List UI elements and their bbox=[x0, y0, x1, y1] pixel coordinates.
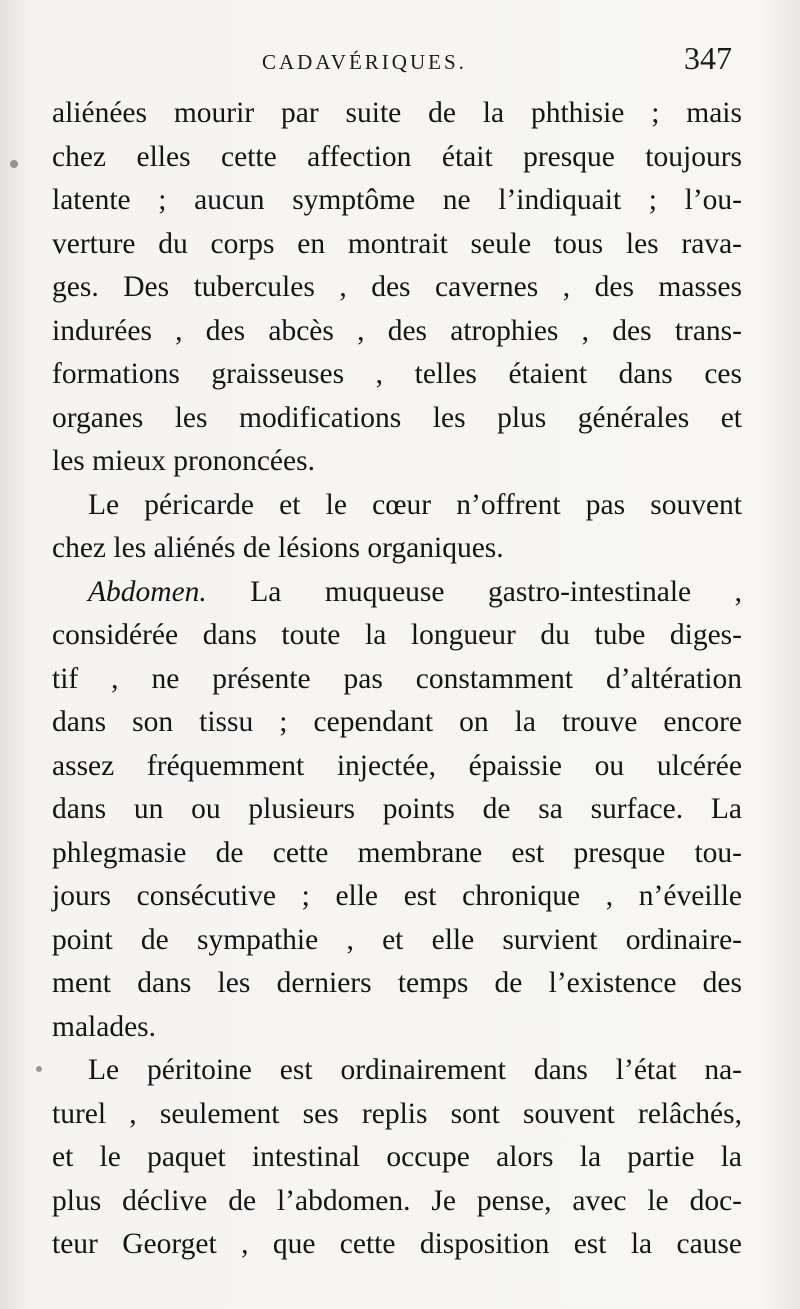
text-line: verture du corps en montrait seule tous les rava- bbox=[52, 227, 742, 260]
text-line: et le paquet intestinal occupe alors la partie la bbox=[52, 1141, 742, 1173]
text-line: indurées , des abcès , des atrophies , des trans- bbox=[52, 314, 742, 347]
text-line: point de sympathie , et elle survient ordinaire- bbox=[52, 923, 742, 956]
text-line: organes les modifications les plus générales et bbox=[52, 401, 742, 434]
text-line: ment dans les derniers temps de l’existence des bbox=[52, 967, 742, 999]
text-line: turel , seulement ses replis sont souvent relâchés, bbox=[52, 1097, 742, 1130]
text-line: ges. Des tubercules , des cavernes , des masses bbox=[52, 271, 742, 303]
ink-speck bbox=[36, 1066, 42, 1072]
paragraph-phthisis bbox=[52, 92, 742, 484]
running-title: CADAVÉRIQUES. bbox=[262, 50, 467, 74]
text-line: assez fréquemment injectée, épaissie ou ulcérée bbox=[52, 749, 742, 782]
text-line-remainder: La muqueuse gastro-intestinale , bbox=[206, 575, 742, 608]
text-line: les mieux prononcées. bbox=[52, 445, 315, 477]
text-line: formations graisseuses , telles étaient dans ces bbox=[52, 358, 742, 390]
body-text bbox=[52, 92, 742, 1267]
page-header bbox=[0, 40, 800, 88]
text-line: dans un ou plusieurs points de sa surface. La bbox=[52, 793, 742, 825]
text-line: chez les aliénés de lésions organiques. bbox=[52, 532, 504, 564]
text-line: aliénées mourir par suite de la phthisie ; mais bbox=[52, 97, 742, 129]
text-line: jours consécutive ; elle est chronique , n’éveille bbox=[52, 880, 742, 912]
section-heading-abdomen: Abdomen. bbox=[88, 575, 207, 608]
text-line: chez elles cette affection était presque toujours bbox=[52, 140, 742, 173]
ink-speck bbox=[10, 160, 18, 168]
text-line: latente ; aucun symptôme ne l’indiquait ; l’ou- bbox=[52, 184, 742, 216]
paragraph-abdomen bbox=[52, 571, 742, 1050]
text-line: teur Georget , que cette disposition est la cause bbox=[52, 1228, 742, 1260]
text-line: dans son tissu ; cependant on la trouve encore bbox=[52, 706, 742, 738]
text-line: tif , ne présente pas constamment d’altération bbox=[52, 662, 742, 695]
paragraph-peritoneum bbox=[52, 1049, 742, 1267]
text-line: phlegmasie de cette membrane est presque tou- bbox=[52, 836, 742, 869]
paragraph-pericardium bbox=[52, 484, 742, 571]
text-line bbox=[52, 571, 742, 615]
page-number: 347 bbox=[684, 40, 732, 76]
text-line: Le péricarde et le cœur n’offrent pas souvent bbox=[88, 488, 742, 521]
text-line: plus déclive de l’abdomen. Je pense, avec le doc- bbox=[52, 1184, 742, 1217]
text-line: considérée dans toute la longueur du tube diges- bbox=[52, 619, 742, 651]
text-line: malades. bbox=[52, 1010, 157, 1043]
text-line: Le péritoine est ordinairement dans l’état na- bbox=[88, 1054, 742, 1086]
